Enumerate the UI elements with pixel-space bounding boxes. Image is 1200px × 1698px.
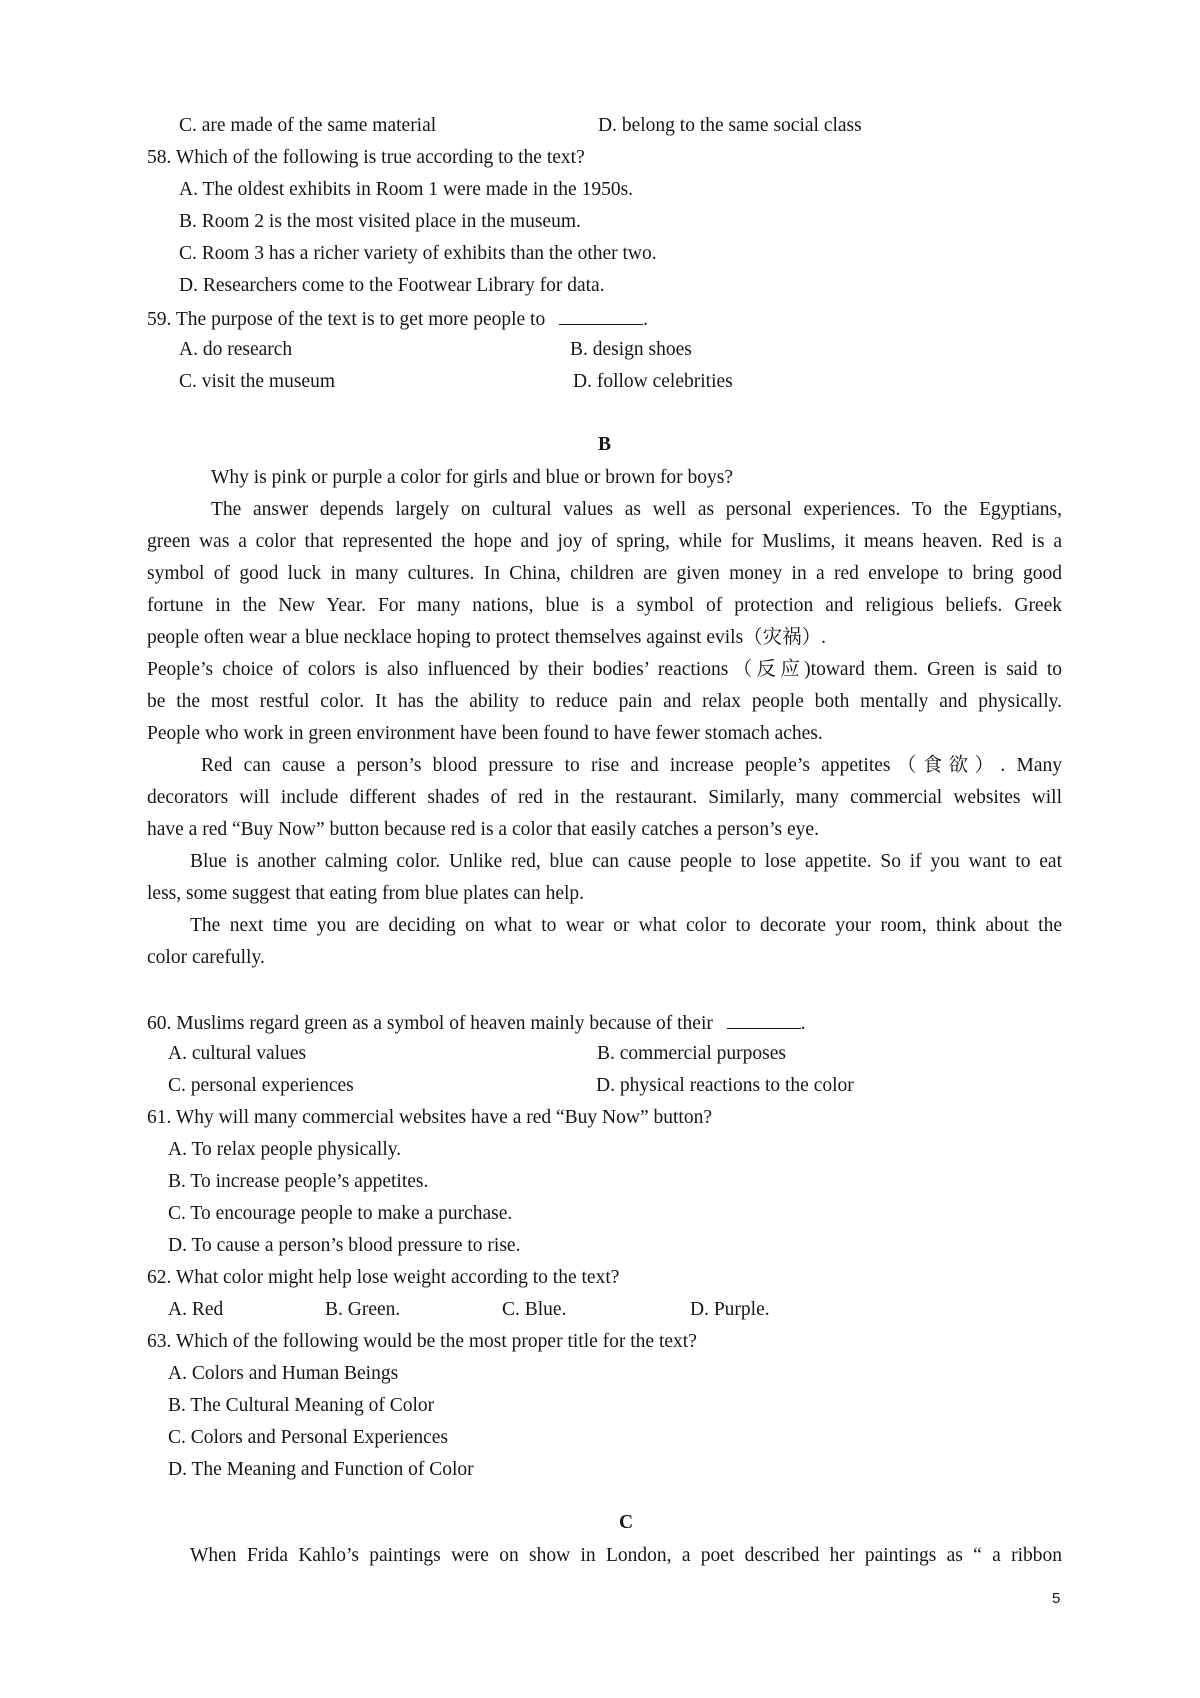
q58-stem: 58. Which of the following is true according to the text? [147,147,585,168]
q59-option-b: B. design shoes [570,339,692,360]
q63-stem: 63. Which of the following would be the most proper title for the text? [147,1331,697,1352]
section-b-paragraph-3-line-1: People’s choice of colors is also influenced by their bodies’ reactions（反应)toward them. Green is said to [147,659,1062,680]
q60-answer-blank [727,1010,801,1029]
q63-option-b: B. The Cultural Meaning of Color [168,1395,435,1416]
q61-option-d: D. To cause a person’s blood pressure to rise. [168,1235,521,1256]
section-b-paragraph-2-line-3: symbol of good luck in many cultures. In China, children are given money in a red envelope to bring good [147,563,1062,584]
q60-stem-line [147,1010,806,1036]
q58-option-a: A. The oldest exhibits in Room 1 were made in the 1950s. [179,179,634,200]
q62-option-d: D. Purple. [690,1299,770,1320]
q63-option-a: A. Colors and Human Beings [168,1363,399,1384]
section-b-paragraph-4-line-1: Red can cause a person’s blood pressure to rise and increase people’s appetites（食欲）. Many [201,755,1062,776]
section-b-paragraph-6-line-1: The next time you are deciding on what to wear or what color to decorate your room, think about the [190,915,1062,936]
section-b-paragraph-5-line-2: less, some suggest that eating from blue plates can help. [147,883,585,904]
section-b-paragraph-2-line-2: green was a color that represented the hope and joy of spring, while for Muslims, it means heaven. Red is a [147,531,1062,552]
q61-option-c: C. To encourage people to make a purchase. [168,1203,513,1224]
q63-option-d: D. The Meaning and Function of Color [168,1459,474,1480]
q62-stem: 62. What color might help lose weight according to the text? [147,1267,620,1288]
section-b-paragraph-5-line-1: Blue is another calming color. Unlike red, blue can cause people to lose appetite. So if you want to eat [190,851,1062,872]
q59-option-a: A. do research [179,339,293,360]
page-number: 5 [1052,1590,1061,1607]
q57-option-d: D. belong to the same social class [598,115,862,136]
q60-stem: 60. Muslims regard green as a symbol of heaven mainly because of their [147,1013,713,1034]
q59-stem-line [147,306,648,332]
section-b-heading: B [598,434,612,455]
q60-blank-end: . [800,1013,806,1034]
q59-option-c: C. visit the museum [179,371,335,392]
section-b-paragraph-1: Why is pink or purple a color for girls and blue or brown for boys? [211,467,734,488]
section-c-heading: C [619,1512,634,1533]
q59-option-d: D. follow celebrities [573,371,733,392]
section-b-paragraph-4-line-2: decorators will include different shades of red in the restaurant. Similarly, many commercial websites will [147,787,1062,808]
q62-option-b: B. Green. [325,1299,401,1320]
q60-option-d: D. physical reactions to the color [596,1075,854,1096]
section-c-paragraph-1: When Frida Kahlo’s paintings were on show in London, a poet described her paintings as “ a ribbon [190,1545,1062,1566]
section-b-paragraph-4-line-3: have a red “Buy Now” button because red is a color that easily catches a person’s eye. [147,819,819,840]
q61-stem: 61. Why will many commercial websites have a red “Buy Now” button? [147,1107,712,1128]
q60-option-c: C. personal experiences [168,1075,354,1096]
section-b-paragraph-2-line-5: people often wear a blue necklace hoping to protect themselves against evils（灾祸）. [147,627,827,648]
q59-stem: 59. The purpose of the text is to get more people to [147,309,546,330]
section-b-paragraph-3-line-3: People who work in green environment have been found to have fewer stomach aches. [147,723,823,744]
q58-option-b: B. Room 2 is the most visited place in the museum. [179,211,581,232]
q58-option-d: D. Researchers come to the Footwear Library for data. [179,275,605,296]
q58-option-c: C. Room 3 has a richer variety of exhibits than the other two. [179,243,657,264]
q57-option-c: C. are made of the same material [179,115,437,136]
q61-option-b: B. To increase people’s appetites. [168,1171,429,1192]
section-b-paragraph-6-line-2: color carefully. [147,947,265,968]
q59-answer-blank [559,306,643,325]
q62-option-c: C. Blue. [502,1299,567,1320]
section-b-paragraph-2-line-1: The answer depends largely on cultural values as well as personal experiences. To the Egyptians, [211,499,1062,520]
q60-option-b: B. commercial purposes [597,1043,786,1064]
section-b-paragraph-2-line-4: fortune in the New Year. For many nations, blue is a symbol of protection and religious beliefs. Greek [147,595,1062,616]
q60-option-a: A. cultural values [168,1043,307,1064]
q59-blank-end: . [643,309,648,330]
q63-option-c: C. Colors and Personal Experiences [168,1427,448,1448]
q62-option-a: A. Red [168,1299,224,1320]
section-b-paragraph-3-line-2: be the most restful color. It has the ability to reduce pain and relax people both mentally and physically. [147,691,1062,712]
q61-option-a: A. To relax people physically. [168,1139,402,1160]
